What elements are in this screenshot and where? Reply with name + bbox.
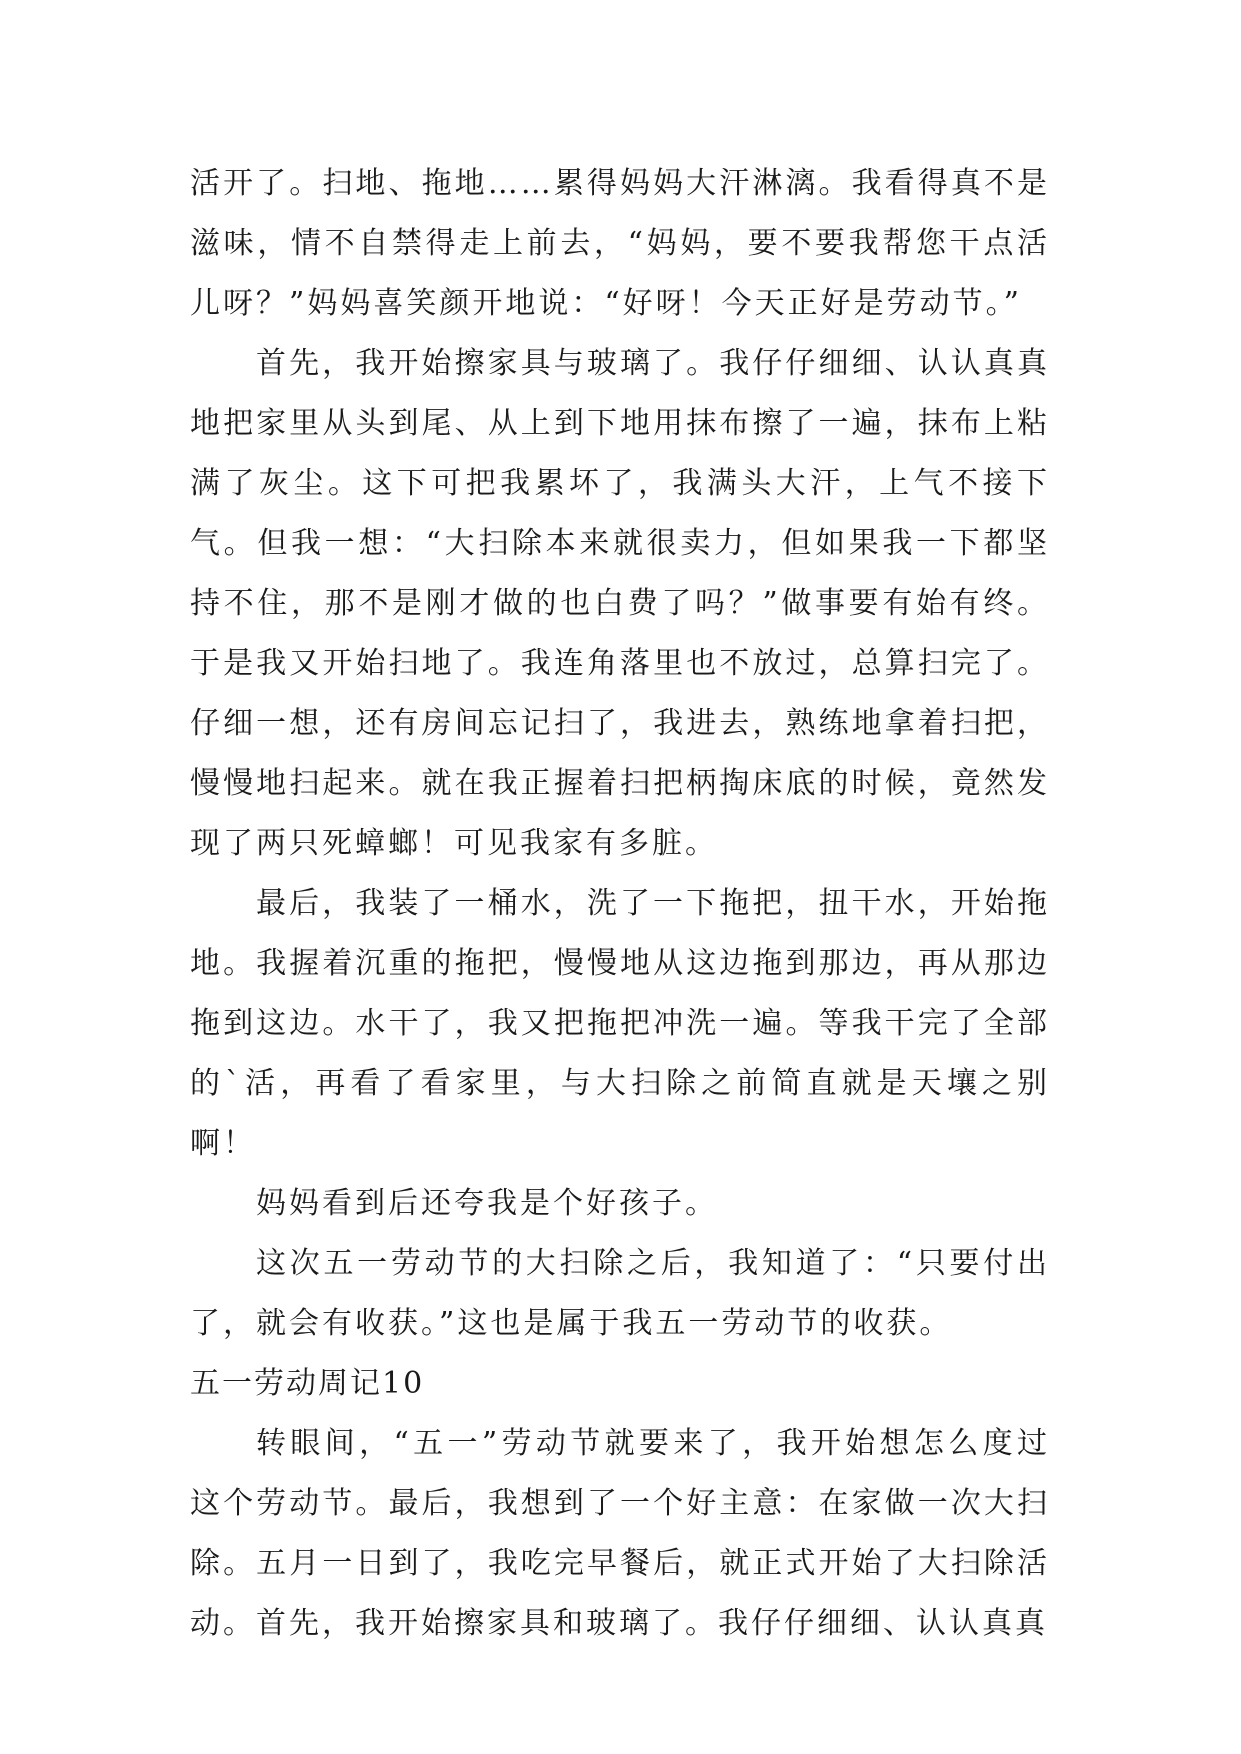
paragraph-4: 妈妈看到后还夸我是个好孩子。 bbox=[256, 1186, 718, 1221]
section-heading: 五一劳动周记10 bbox=[190, 1366, 425, 1401]
paragraph-3: 最后，我装了一桶水，洗了一下拖把，扭干水，开始拖地。我握着沉重的拖把，慢慢地从这边拖到那边，再从那边拖到这边。水干了，我又把拖把冲洗一遍。等我干完了全部的`活，再看了看家里，与大扫除之前简直就是天壤之别啊！ bbox=[190, 886, 1050, 1161]
paragraph-1: 活开了。扫地、拖地……累得妈妈大汗淋漓。我看得真不是滋味，情不自禁得走上前去，“妈妈，要不要我帮您干点活儿呀？”妈妈喜笑颜开地说：“好呀！今天正好是劳动节。” bbox=[190, 166, 1050, 321]
paragraph-2: 首先，我开始擦家具与玻璃了。我仔仔细细、认认真真地把家里从头到尾、从上到下地用抹布擦了一遍，抹布上粘满了灰尘。这下可把我累坏了，我满头大汗，上气不接下气。但我一想：“大扫除本来就很卖力，但如果我一下都坚持不住，那不是刚才做的也白费了吗？”做事要有始有终。于是我又开始扫地了。我连角落里也不放过，总算扫完了。仔细一想，还有房间忘记扫了，我进去，熟练地拿着扫把，慢慢地扫起来。就在我正握着扫把柄掏床底的时候，竟然发现了两只死蟑螂！可见我家有多脏。 bbox=[190, 346, 1050, 861]
paragraph-6: 转眼间，“五一”劳动节就要来了，我开始想怎么度过这个劳动节。最后，我想到了一个好主意：在家做一次大扫除。五月一日到了，我吃完早餐后，就正式开始了大扫除活动。首先，我开始擦家具和玻璃了。我仔仔细细、认认真真 bbox=[190, 1426, 1050, 1641]
document-body bbox=[190, 154, 1050, 1654]
paragraph-5: 这次五一劳动节的大扫除之后，我知道了：“只要付出了，就会有收获。”这也是属于我五一劳动节的收获。 bbox=[190, 1246, 1050, 1341]
